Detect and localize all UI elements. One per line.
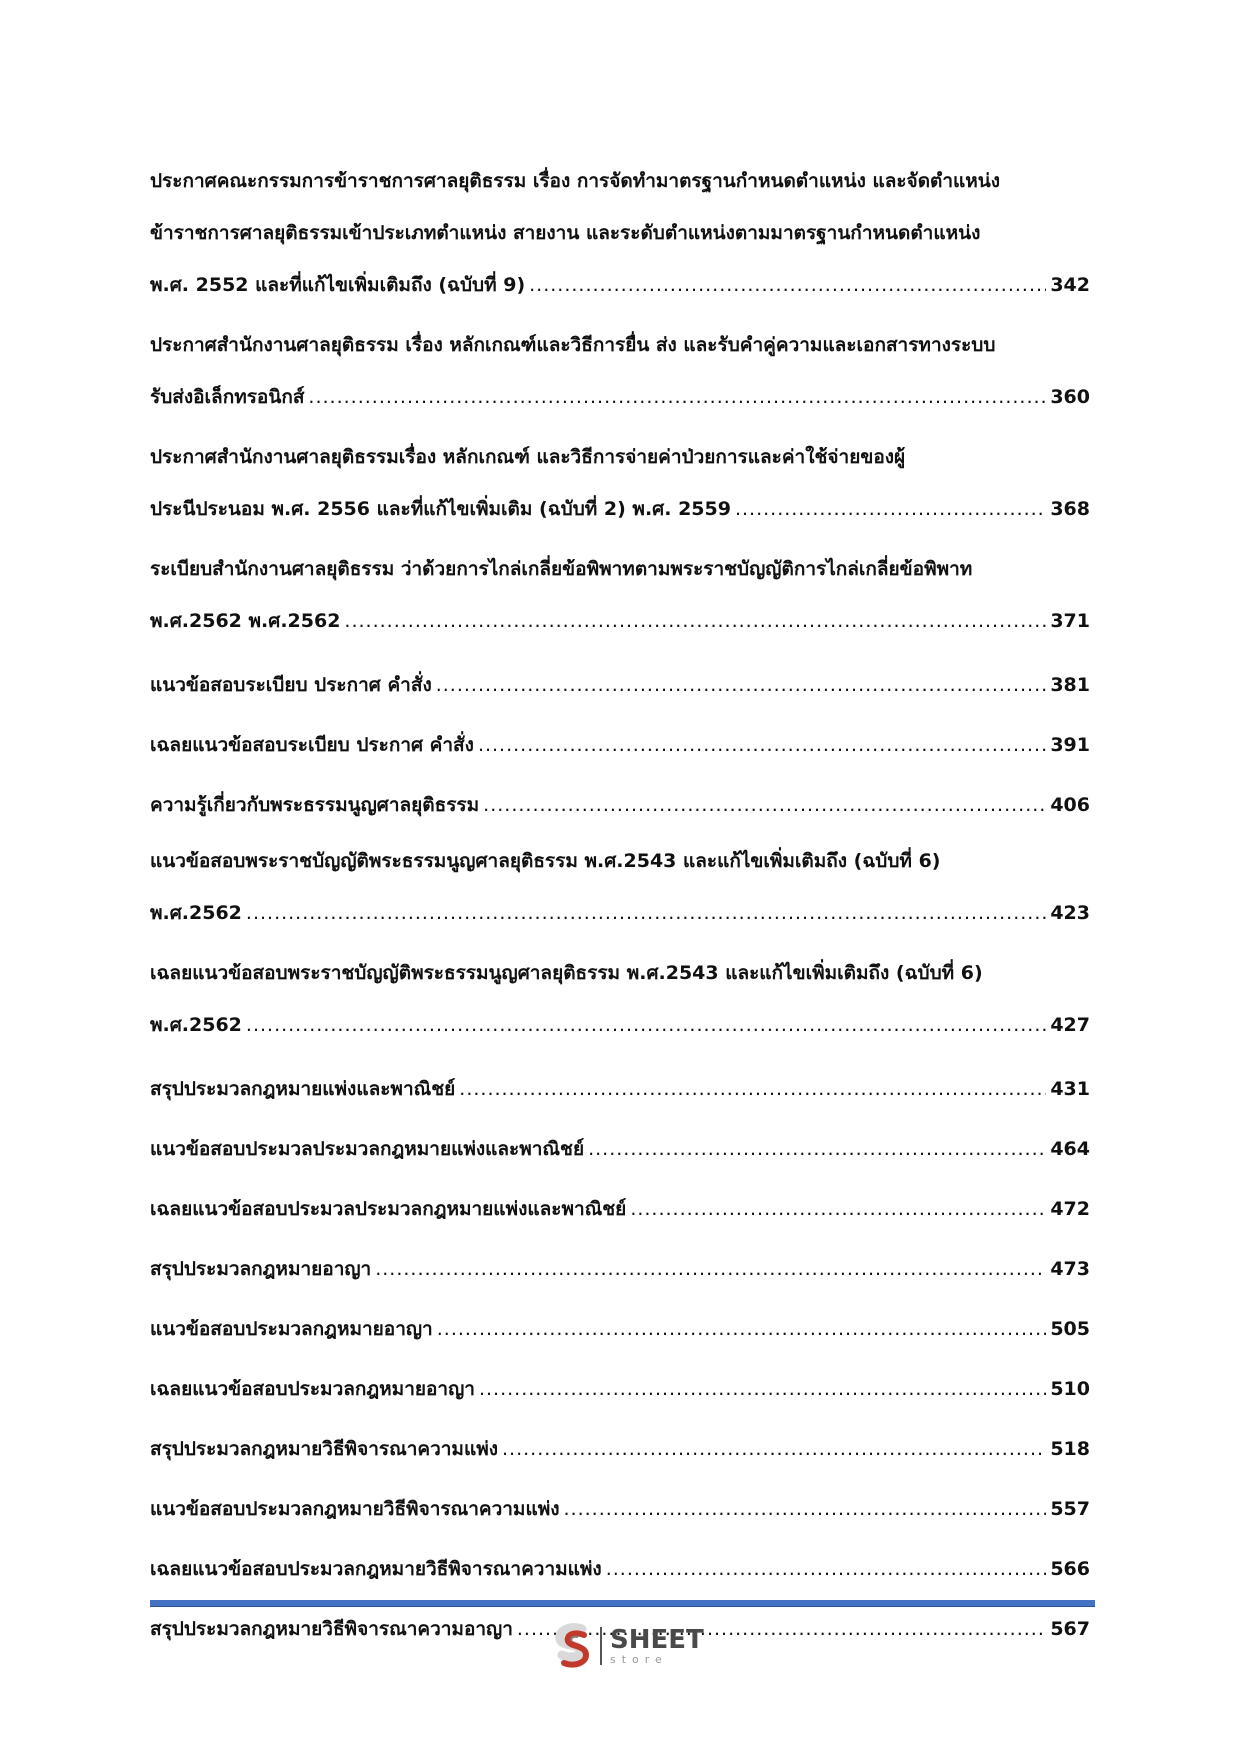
toc-entry-title: แนวข้อสอบประมวลกฎหมายวิธีพิจารณาความแพ่ง: [150, 1498, 560, 1520]
toc-page-number: 518: [1050, 1438, 1090, 1460]
toc-entry-title: สรุปประมวลกฎหมายวิธีพิจารณาความแพ่ง: [150, 1438, 498, 1460]
toc-page-number: 557: [1050, 1498, 1090, 1520]
toc-entry-title: เฉลยแนวข้อสอบประมวลกฎหมายอาญา: [150, 1378, 475, 1400]
toc-entry[interactable]: [150, 1359, 1090, 1419]
dot-leader: [606, 1539, 1047, 1599]
toc-page-number: 473: [1050, 1258, 1090, 1280]
footer-rule: [150, 1600, 1095, 1607]
toc-entry-final-line: [150, 1359, 1090, 1419]
toc-entry-line: ประกาศคณะกรรมการข้าราชการศาลยุติธรรม เรื่อง การจัดทำมาตรฐานกำหนดตำแหน่ง และจัดตำแหน่ง: [150, 170, 1001, 192]
toc-entry-title: แนวข้อสอบระเบียบ ประกาศ คำสั่ง: [150, 674, 432, 696]
toc-page-number: 427: [1050, 1014, 1090, 1036]
toc-entry[interactable]: [150, 715, 1090, 775]
toc-page-number: 431: [1050, 1078, 1090, 1100]
toc-entry-final-line: [150, 1179, 1090, 1239]
dot-leader: [308, 371, 1046, 423]
dot-leader: [375, 1239, 1046, 1299]
toc-entry-title: ประนีประนอม พ.ศ. 2556 และที่แก้ไขเพิ่มเติม (ฉบับที่ 2) พ.ศ. 2559: [150, 498, 731, 520]
toc-entry-final-line: [150, 999, 1090, 1051]
toc-entry-final-line: [150, 775, 1090, 835]
dot-leader: [344, 595, 1046, 647]
toc-entry[interactable]: [150, 775, 1090, 835]
dot-leader: [436, 655, 1047, 715]
sheet-store-logo: [552, 1623, 704, 1669]
toc-entry-title: สรุปประมวลกฎหมายอาญา: [150, 1258, 372, 1280]
toc-page-number: 368: [1050, 498, 1090, 520]
dot-leader: [437, 1299, 1047, 1359]
toc-entry[interactable]: [150, 1179, 1090, 1239]
toc-entry-final-line: [150, 1119, 1090, 1179]
toc-entry-line: ข้าราชการศาลยุติธรรมเข้าประเภทตำแหน่ง สายงาน และระดับตำแหน่งตามมาตรฐานกำหนดตำแหน่ง: [150, 222, 981, 244]
toc-entry[interactable]: [150, 319, 1090, 423]
toc-entry-final-line: [150, 1419, 1090, 1479]
toc-entry-line: ระเบียบสำนักงานศาลยุติธรรม ว่าด้วยการไกล่เกลี่ยข้อพิพาทตามพระราชบัญญัติการไกล่เกลี่ยข้อพิพาท: [150, 558, 973, 580]
dot-leader: [630, 1179, 1046, 1239]
toc-entry-final-line: [150, 259, 1090, 311]
toc-entry[interactable]: [150, 1299, 1090, 1359]
toc-entry-title: พ.ศ.2562 พ.ศ.2562: [150, 610, 341, 632]
toc-entry[interactable]: [150, 543, 1090, 647]
toc-entry-final-line: [150, 655, 1090, 715]
toc-entry-line: แนวข้อสอบพระราชบัญญัติพระธรรมนูญศาลยุติธรรม พ.ศ.2543 และแก้ไขเพิ่มเติมถึง (ฉบับที่ 6): [150, 850, 941, 872]
toc-entry-line: ประกาศสำนักงานศาลยุติธรรมเรื่อง หลักเกณฑ์ และวิธีการจ่ายค่าป่วยการและค่าใช้จ่ายของผู้: [150, 446, 906, 468]
toc-entry-title: แนวข้อสอบประมวลกฎหมายอาญา: [150, 1318, 433, 1340]
dot-leader: [478, 715, 1046, 775]
toc-page-number: 371: [1050, 610, 1090, 632]
logo-word: SHEET: [610, 1625, 704, 1655]
toc-entry-final-line: [150, 1239, 1090, 1299]
toc-entry[interactable]: [150, 947, 1090, 1051]
sheet-store-logo-icon: [552, 1623, 594, 1669]
toc-entry[interactable]: [150, 655, 1090, 715]
toc-entry-final-line: [150, 1059, 1090, 1119]
toc-entry-final-line: [150, 1299, 1090, 1359]
toc-page-number: 360: [1050, 386, 1090, 408]
dot-leader: [459, 1059, 1046, 1119]
toc-page-number: 423: [1050, 902, 1090, 924]
toc-entry-title: พ.ศ.2562: [150, 902, 242, 924]
toc-page-number: 391: [1050, 734, 1090, 756]
dot-leader: [479, 1359, 1046, 1419]
toc-entry-title: เฉลยแนวข้อสอบประมวลประมวลกฎหมายแพ่งและพาณิชย์: [150, 1198, 627, 1220]
logo-subtitle: store: [610, 1653, 668, 1666]
toc-entry-title: แนวข้อสอบประมวลประมวลกฎหมายแพ่งและพาณิชย์: [150, 1138, 585, 1160]
toc-entry[interactable]: [150, 431, 1090, 535]
toc-entry[interactable]: [150, 1239, 1090, 1299]
toc-entry[interactable]: [150, 1539, 1090, 1599]
toc-page-number: 472: [1050, 1198, 1090, 1220]
toc-page-number: 567: [1050, 1618, 1090, 1640]
toc-entry-final-line: [150, 483, 1090, 535]
toc-page-number: 510: [1050, 1378, 1090, 1400]
toc-entry[interactable]: [150, 1479, 1090, 1539]
toc-entry-title: เฉลยแนวข้อสอบระเบียบ ประกาศ คำสั่ง: [150, 734, 474, 756]
toc-entry-final-line: [150, 1479, 1090, 1539]
toc-entry[interactable]: [150, 155, 1090, 311]
toc-entry-final-line: [150, 887, 1090, 939]
toc-entry-title: พ.ศ.2562: [150, 1014, 242, 1036]
toc-entry-title: พ.ศ. 2552 และที่แก้ไขเพิ่มเติมถึง (ฉบับที่ 9): [150, 274, 526, 296]
toc-page-number: 505: [1050, 1318, 1090, 1340]
toc-entry[interactable]: [150, 1059, 1090, 1119]
toc-entry[interactable]: [150, 835, 1090, 939]
dot-leader: [246, 999, 1046, 1051]
toc-entry-title: สรุปประมวลกฎหมายวิธีพิจารณาความอาญา: [150, 1618, 513, 1640]
toc-page-number: 566: [1050, 1558, 1090, 1580]
toc-entry[interactable]: [150, 1119, 1090, 1179]
dot-leader: [588, 1119, 1046, 1179]
logo-text: [610, 1627, 704, 1665]
dot-leader: [735, 483, 1046, 535]
toc-entry-title: ความรู้เกี่ยวกับพระธรรมนูญศาลยุติธรรม: [150, 794, 480, 816]
toc-entry-final-line: [150, 715, 1090, 775]
toc-entry-final-line: [150, 595, 1090, 647]
toc-entry-final-line: [150, 371, 1090, 423]
toc-entry[interactable]: [150, 1419, 1090, 1479]
toc-page-number: 406: [1050, 794, 1090, 816]
toc-page-number: 464: [1050, 1138, 1090, 1160]
toc-entry-title: เฉลยแนวข้อสอบประมวลกฎหมายวิธีพิจารณาความแพ่ง: [150, 1558, 602, 1580]
toc-page-number: 342: [1050, 274, 1090, 296]
dot-leader: [529, 259, 1046, 311]
dot-leader: [502, 1419, 1046, 1479]
toc-entry-title: รับส่งอิเล็กทรอนิกส์: [150, 386, 305, 408]
dot-leader: [564, 1479, 1047, 1539]
dot-leader: [483, 775, 1046, 835]
table-of-contents: [150, 155, 1090, 1659]
dot-leader: [246, 887, 1046, 939]
toc-page-number: 381: [1050, 674, 1090, 696]
toc-entry-title: สรุปประมวลกฎหมายแพ่งและพาณิชย์: [150, 1078, 456, 1100]
toc-entry-final-line: [150, 1539, 1090, 1599]
toc-entry-line: เฉลยแนวข้อสอบพระราชบัญญัติพระธรรมนูญศาลยุติธรรม พ.ศ.2543 และแก้ไขเพิ่มเติมถึง (ฉบับที่ 6): [150, 962, 983, 984]
logo-divider: [600, 1627, 602, 1665]
toc-entry-line: ประกาศสำนักงานศาลยุติธรรม เรื่อง หลักเกณฑ์และวิธีการยื่น ส่ง และรับคำคู่ความและเอกสารทางระบบ: [150, 334, 996, 356]
